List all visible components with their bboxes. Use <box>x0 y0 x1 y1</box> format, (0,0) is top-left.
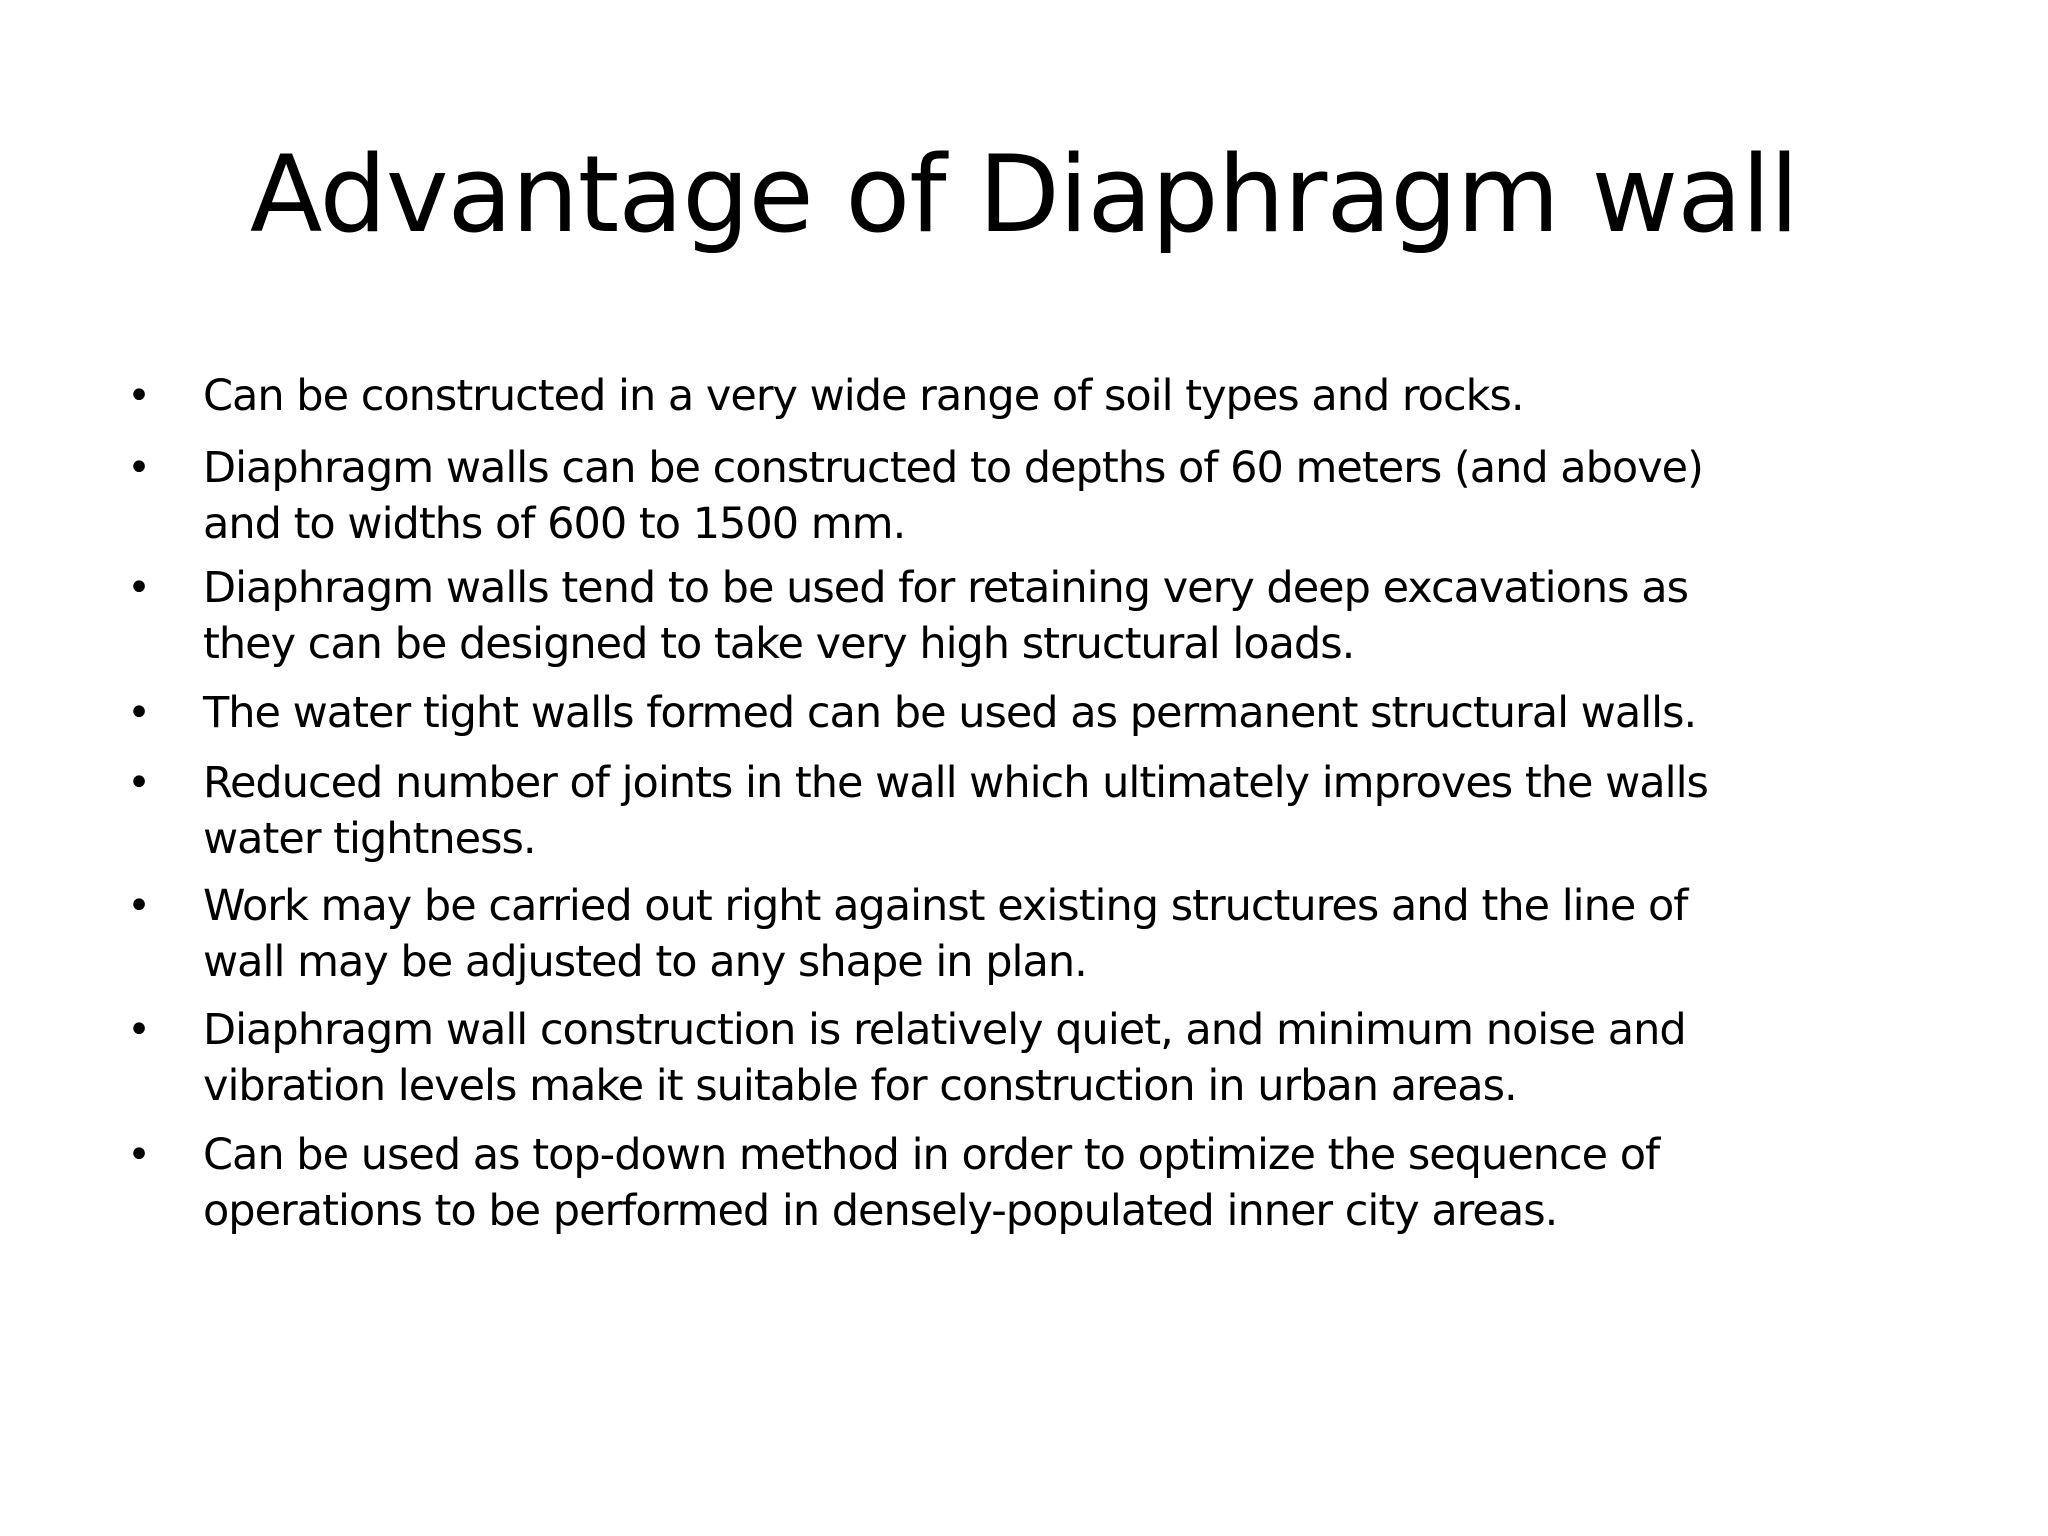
bullet-text <box>203 368 2023 424</box>
bullet-text <box>203 755 2023 867</box>
bullet-text <box>203 560 2023 672</box>
bullet-line: vibration levels make it suitable for construction in urban areas. <box>203 1061 1517 1111</box>
bullet-dot-icon: • <box>127 565 151 611</box>
bullet-text <box>203 440 2023 552</box>
bullet-line: Diaphragm wall construction is relatively quiet, and minimum noise and <box>203 1005 1686 1055</box>
bullet-dot-icon: • <box>127 1132 151 1178</box>
bullet-text <box>203 685 2023 741</box>
bullet-line: The water tight walls formed can be used as permanent structural walls. <box>203 688 1697 738</box>
bullet-line: they can be designed to take very high structural loads. <box>203 619 1355 669</box>
bullet-line: Diaphragm walls can be constructed to depths of 60 meters (and above) <box>203 443 1703 493</box>
bullet-line: and to widths of 600 to 1500 mm. <box>203 499 906 549</box>
slide-title: Advantage of Diaphragm wall <box>249 133 1799 256</box>
bullet-text <box>203 1127 2023 1239</box>
bullet-dot-icon: • <box>127 883 151 929</box>
bullet-dot-icon: • <box>127 373 151 419</box>
bullet-dot-icon: • <box>127 690 151 736</box>
bullet-line: Work may be carried out right against existing structures and the line of <box>203 881 1688 931</box>
bullet-line: Reduced number of joints in the wall which ultimately improves the walls <box>203 758 1708 808</box>
bullet-line: Diaphragm walls tend to be used for retaining very deep excavations as <box>203 563 1688 613</box>
bullet-text <box>203 878 2023 990</box>
bullet-text <box>203 1002 2023 1114</box>
bullet-dot-icon: • <box>127 445 151 491</box>
bullet-dot-icon: • <box>127 1007 151 1053</box>
bullet-line: Can be constructed in a very wide range of soil types and rocks. <box>203 371 1524 421</box>
bullet-line: Can be used as top-down method in order to optimize the sequence of <box>203 1130 1660 1180</box>
bullet-line: water tightness. <box>203 814 536 864</box>
bullet-dot-icon: • <box>127 760 151 806</box>
bullet-line: operations to be performed in densely-populated inner city areas. <box>203 1186 1558 1236</box>
bullet-line: wall may be adjusted to any shape in plan. <box>203 937 1087 987</box>
